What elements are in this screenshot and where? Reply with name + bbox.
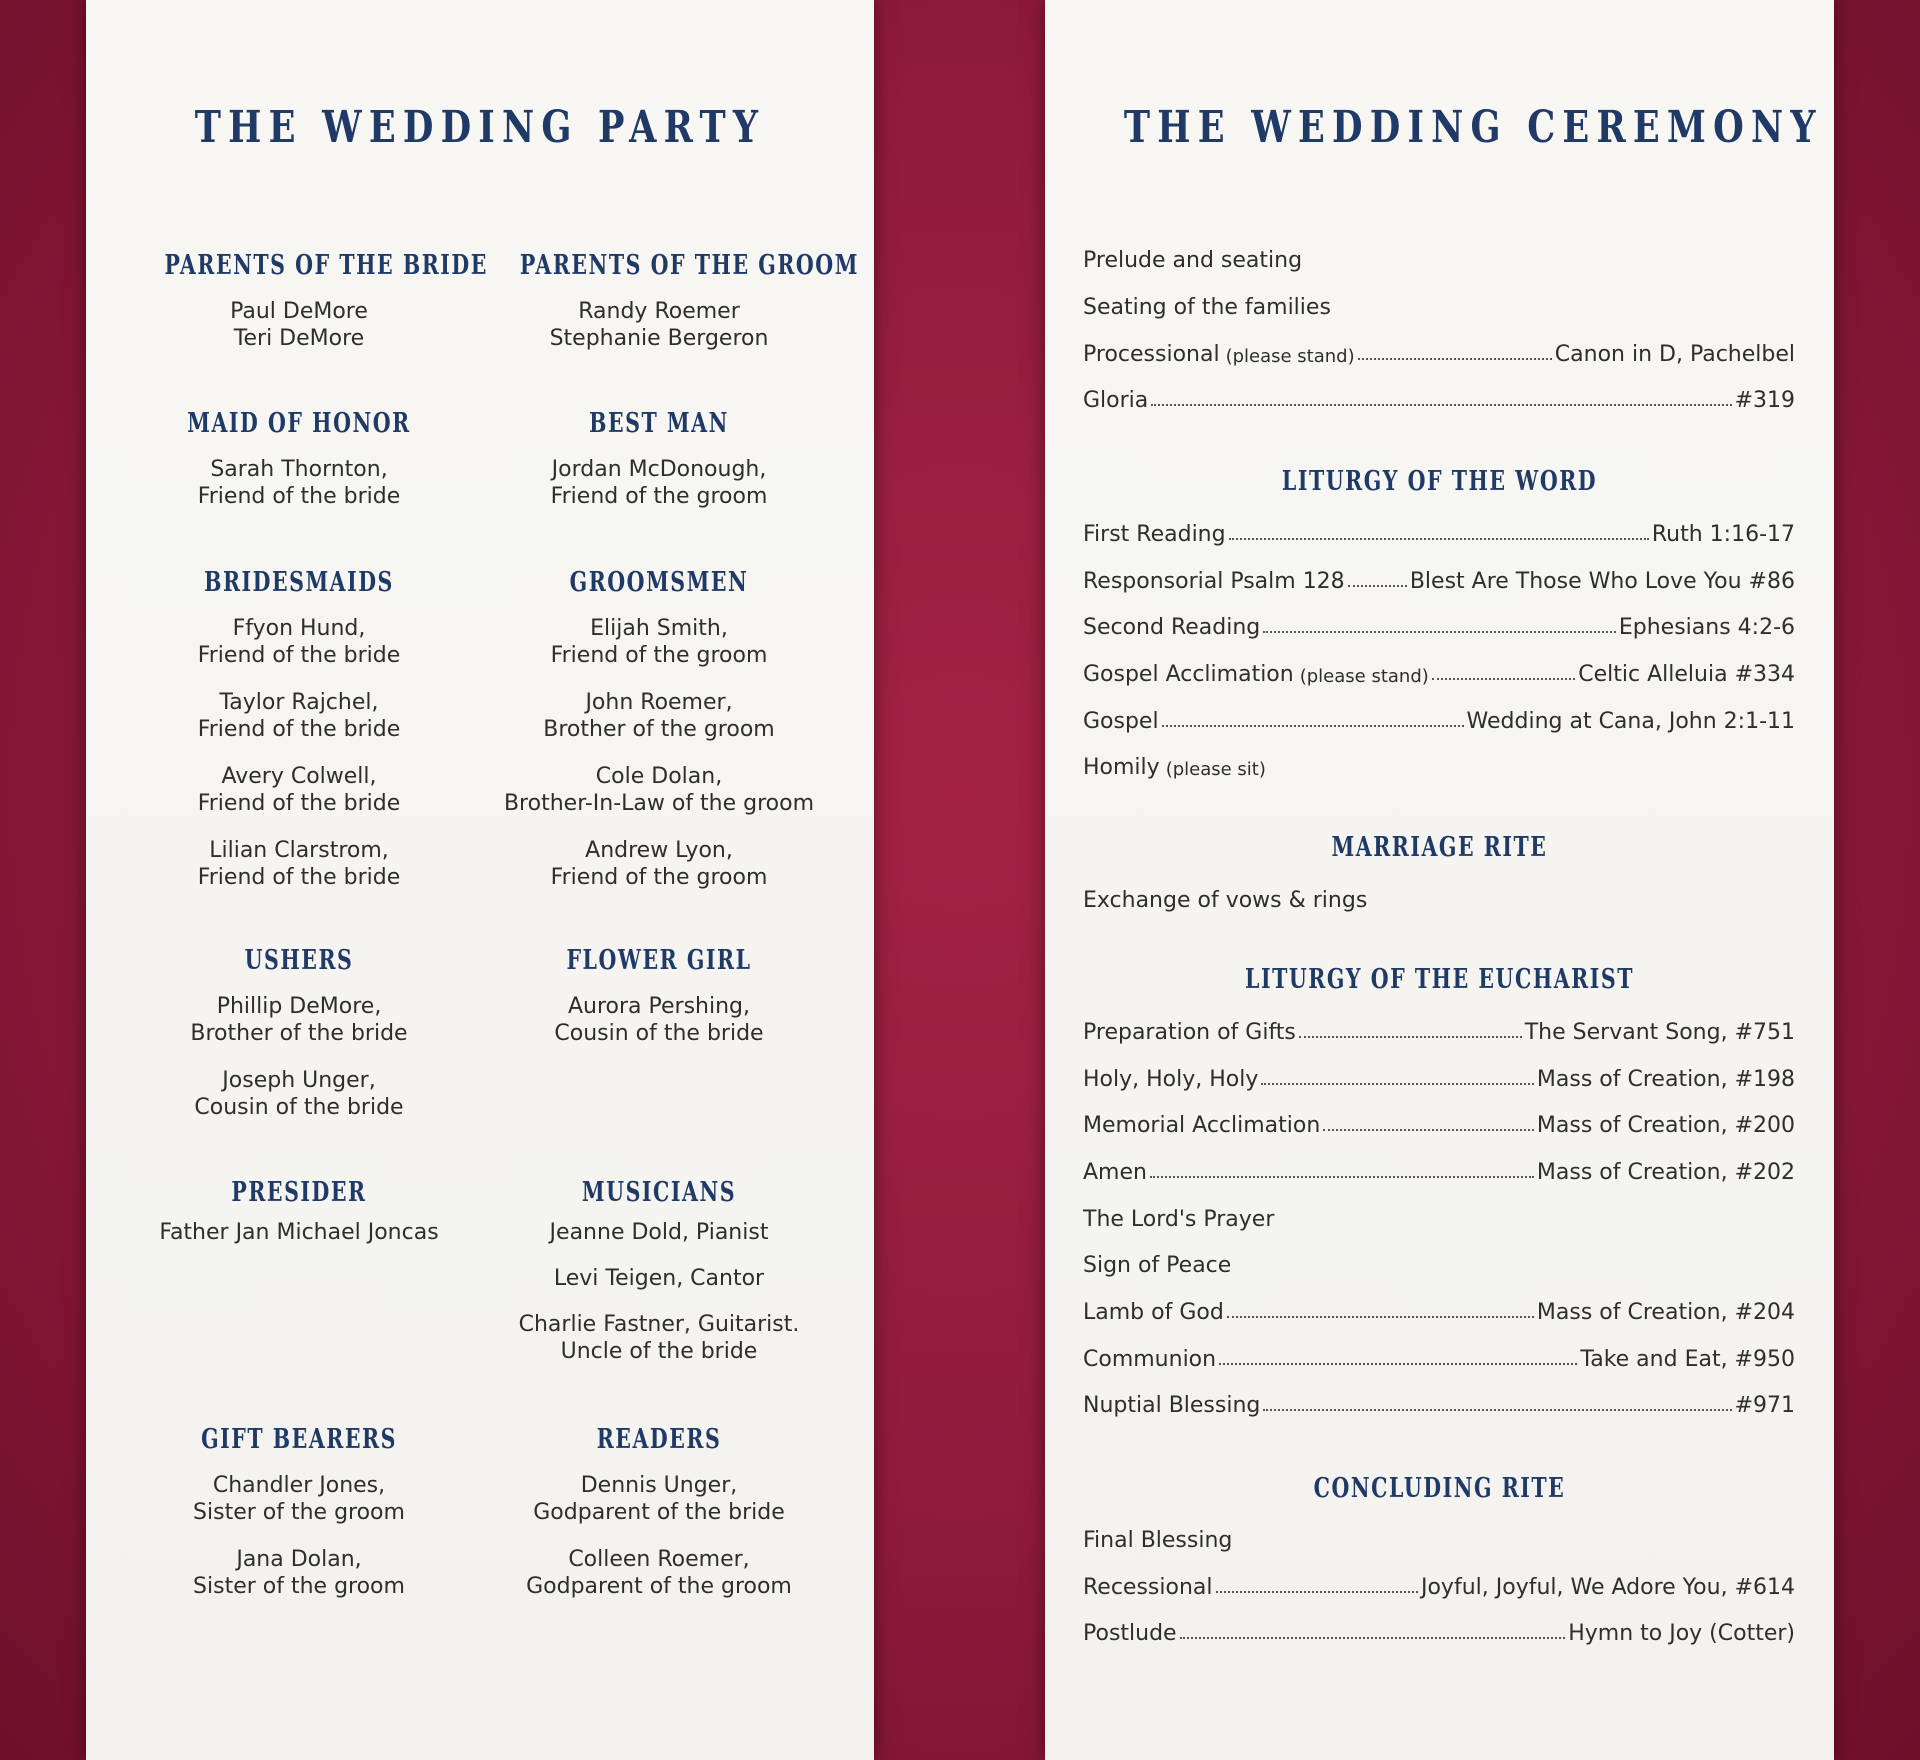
ceremony-item	[1083, 243, 1795, 273]
party-member	[476, 1219, 842, 1246]
member-name: Jordan McDonough,	[551, 457, 767, 482]
ceremony-item-label: Homily	[1083, 755, 1160, 780]
dot-leader	[1263, 631, 1616, 633]
party-section	[476, 945, 842, 1067]
party-member	[476, 993, 842, 1047]
party-section-heading: READERS	[596, 1424, 722, 1455]
ceremony-item-label: Gospel	[1083, 709, 1159, 734]
member-relation: Friend of the bride	[197, 643, 401, 668]
ceremony-item-music: Ruth 1:16-17	[1651, 522, 1795, 547]
party-member	[122, 615, 476, 669]
party-member	[122, 837, 476, 891]
ceremony-item-music: Canon in D, Pachelbel	[1554, 342, 1795, 367]
party-section	[122, 945, 476, 1141]
ceremony-item-music: #319	[1734, 388, 1795, 413]
member-name: Levi Teigen, Cantor	[553, 1266, 765, 1291]
member-relation: Teri DeMore	[233, 326, 365, 351]
party-member	[122, 689, 476, 743]
wedding-party-panel	[86, 0, 874, 1760]
party-section-heading: PARENTS OF THE GROOM	[519, 250, 859, 281]
dot-leader	[1299, 1036, 1522, 1038]
ceremony-item-label: Holy, Holy, Holy	[1083, 1067, 1259, 1092]
party-section	[122, 250, 488, 372]
ceremony-item	[1083, 1202, 1795, 1232]
ceremony-item	[1083, 704, 1795, 734]
ceremony-item-label: Memorial Acclimation	[1083, 1113, 1321, 1138]
ceremony-item	[1083, 1155, 1795, 1185]
ceremony-item	[1083, 290, 1795, 320]
ceremony-item-music: Mass of Creation, #204	[1536, 1300, 1795, 1325]
ceremony-item	[1083, 337, 1795, 367]
party-section	[122, 1177, 476, 1266]
ceremony-section-heading: CONCLUDING RITE	[1313, 1473, 1566, 1504]
ceremony-item	[1083, 1388, 1795, 1418]
ceremony-item-music: Blest Are Those Who Love You #86	[1409, 569, 1795, 594]
ceremony-item	[1083, 1108, 1795, 1138]
ceremony-item-label: Preparation of Gifts	[1083, 1020, 1296, 1045]
ceremony-item-music: The Servant Song, #751	[1524, 1020, 1795, 1045]
member-relation: Brother of the groom	[543, 717, 775, 742]
member-name: Chandler Jones,	[212, 1473, 386, 1498]
ceremony-item	[1083, 1062, 1795, 1092]
dot-leader	[1180, 1637, 1566, 1639]
ceremony-item-label: Recessional	[1083, 1575, 1213, 1600]
party-member	[122, 298, 476, 352]
member-name: Charlie Fastner, Guitarist.	[518, 1312, 800, 1337]
party-section-heading: FLOWER GIRL	[566, 945, 752, 976]
member-relation: Brother-In-Law of the groom	[503, 791, 815, 816]
member-name: Jana Dolan,	[236, 1547, 362, 1572]
member-name: John Roemer,	[585, 690, 733, 715]
ceremony-item-label: Processional	[1083, 342, 1220, 367]
party-section	[476, 408, 842, 530]
party-member	[476, 1546, 842, 1600]
member-name: Paul DeMore	[230, 299, 368, 324]
member-relation: Friend of the groom	[550, 865, 768, 890]
member-relation: Sister of the groom	[193, 1500, 405, 1525]
party-section-heading: GIFT BEARERS	[201, 1424, 397, 1455]
ceremony-section-heading: LITURGY OF THE WORD	[1281, 466, 1598, 497]
ceremony-item	[1083, 750, 1795, 780]
dot-leader	[1432, 678, 1576, 680]
party-section-heading: USHERS	[244, 945, 354, 976]
ceremony-item-label: Postlude	[1083, 1621, 1177, 1646]
member-name: Phillip DeMore,	[216, 994, 382, 1019]
dot-leader	[1150, 1176, 1534, 1178]
ceremony-item	[1083, 1523, 1795, 1553]
member-relation: Friend of the bride	[197, 791, 401, 816]
ceremony-item-label: Sign of Peace	[1083, 1253, 1232, 1278]
wedding-ceremony-panel	[1045, 0, 1834, 1760]
party-section	[476, 567, 842, 911]
dot-leader	[1151, 404, 1731, 406]
party-section	[122, 567, 476, 911]
party-section-heading: BRIDESMAIDS	[204, 567, 394, 598]
dot-leader	[1323, 1129, 1534, 1131]
member-relation: Cousin of the bride	[554, 1021, 764, 1046]
party-member	[476, 615, 842, 669]
ceremony-item-music: Wedding at Cana, John 2:1-11	[1466, 709, 1795, 734]
party-section	[122, 1424, 476, 1620]
ceremony-item-note: (please stand)	[1299, 666, 1429, 687]
member-name: Father Jan Michael Joncas	[159, 1220, 439, 1245]
party-section-heading: MUSICIANS	[581, 1177, 737, 1208]
ceremony-item-label: Exchange of vows & rings	[1083, 888, 1368, 913]
party-section-heading: PARENTS OF THE BRIDE	[164, 250, 488, 281]
party-section-heading: GROOMSMEN	[569, 567, 749, 598]
ceremony-item-label: Lamb of God	[1083, 1300, 1224, 1325]
ceremony-item	[1083, 383, 1795, 413]
ceremony-section-heading: MARRIAGE RITE	[1331, 832, 1548, 863]
party-member	[122, 1067, 476, 1121]
ceremony-item	[1083, 883, 1795, 913]
member-relation: Friend of the bride	[197, 865, 401, 890]
ceremony-item-music: #971	[1734, 1393, 1795, 1418]
member-name: Aurora Pershing,	[567, 994, 750, 1019]
dot-leader	[1263, 1409, 1731, 1411]
party-member	[476, 1472, 842, 1526]
member-name: Dennis Unger,	[580, 1473, 738, 1498]
member-relation: Stephanie Bergeron	[549, 326, 769, 351]
member-relation: Cousin of the bride	[194, 1095, 404, 1120]
dot-leader	[1229, 538, 1649, 540]
ceremony-item-music: Mass of Creation, #202	[1536, 1160, 1795, 1185]
wedding-party-title: THE WEDDING PARTY	[194, 102, 766, 153]
ceremony-item-music: Take and Eat, #950	[1580, 1347, 1795, 1372]
ceremony-item-label: Final Blessing	[1083, 1528, 1233, 1553]
ceremony-item-label: Prelude and seating	[1083, 248, 1303, 273]
member-name: Cole Dolan,	[595, 764, 723, 789]
dot-leader	[1358, 358, 1552, 360]
dot-leader	[1261, 1083, 1534, 1085]
party-section	[476, 250, 859, 372]
ceremony-item	[1083, 657, 1795, 687]
ceremony-item-label: Gloria	[1083, 388, 1149, 413]
party-member	[122, 1472, 476, 1526]
party-section-heading: PRESIDER	[231, 1177, 367, 1208]
ceremony-item-music: Ephesians 4:2-6	[1618, 615, 1795, 640]
party-member	[122, 456, 476, 510]
ceremony-item	[1083, 1342, 1795, 1372]
party-member	[122, 1546, 476, 1600]
member-relation: Friend of the bride	[197, 484, 401, 509]
ceremony-item	[1083, 1616, 1795, 1646]
ceremony-item-label: The Lord's Prayer	[1083, 1207, 1275, 1232]
member-name: Andrew Lyon,	[585, 838, 733, 863]
member-relation: Uncle of the bride	[560, 1339, 758, 1364]
ceremony-section-heading: LITURGY OF THE EUCHARIST	[1244, 964, 1634, 995]
party-section-heading: BEST MAN	[589, 408, 729, 439]
member-name: Randy Roemer	[578, 299, 740, 324]
ceremony-item	[1083, 1015, 1795, 1045]
member-relation: Friend of the bride	[197, 717, 401, 742]
dot-leader	[1219, 1363, 1577, 1365]
party-section	[476, 1424, 842, 1620]
party-member	[122, 993, 476, 1047]
member-name: Jeanne Dold, Pianist	[549, 1220, 769, 1245]
dot-leader	[1348, 585, 1407, 587]
member-name: Elijah Smith,	[590, 616, 728, 641]
party-member	[476, 1311, 842, 1365]
ceremony-item-label: Communion	[1083, 1347, 1217, 1372]
party-member	[476, 298, 842, 352]
ceremony-item-music: Mass of Creation, #200	[1536, 1113, 1795, 1138]
member-name: Sarah Thornton,	[210, 457, 388, 482]
ceremony-item	[1083, 517, 1795, 547]
ceremony-item	[1083, 1248, 1795, 1278]
ceremony-item	[1083, 1295, 1795, 1325]
wedding-ceremony-title: THE WEDDING CEREMONY	[1123, 102, 1823, 153]
ceremony-item-label: Second Reading	[1083, 615, 1261, 640]
member-name: Ffyon Hund,	[232, 616, 366, 641]
member-name: Avery Colwell,	[221, 764, 377, 789]
ceremony-item	[1083, 564, 1795, 594]
ceremony-item-label: First Reading	[1083, 522, 1226, 547]
member-relation: Friend of the groom	[550, 643, 768, 668]
ceremony-item-label: Seating of the families	[1083, 295, 1331, 320]
dot-leader	[1216, 1591, 1418, 1593]
member-name: Colleen Roemer,	[568, 1547, 750, 1572]
party-member	[476, 763, 842, 817]
party-section	[476, 1177, 842, 1384]
ceremony-item-music: Mass of Creation, #198	[1536, 1067, 1795, 1092]
party-member	[476, 689, 842, 743]
ceremony-item-note: (please stand)	[1225, 346, 1355, 367]
party-member	[476, 1265, 842, 1292]
dot-leader	[1162, 725, 1464, 727]
party-member	[122, 1219, 476, 1246]
ceremony-item	[1083, 1570, 1795, 1600]
ceremony-item-label: Responsorial Psalm 128	[1083, 569, 1345, 594]
ceremony-item-label: Amen	[1083, 1160, 1147, 1185]
party-member	[476, 456, 842, 510]
party-section-heading: MAID OF HONOR	[187, 408, 411, 439]
ceremony-item-note: (please sit)	[1165, 759, 1266, 780]
ceremony-item-label: Gospel Acclimation	[1083, 662, 1294, 687]
ceremony-item-label: Nuptial Blessing	[1083, 1393, 1261, 1418]
party-member	[476, 837, 842, 891]
party-member	[122, 763, 476, 817]
member-relation: Friend of the groom	[550, 484, 768, 509]
ceremony-item-music: Hymn to Joy (Cotter)	[1568, 1621, 1795, 1646]
member-relation: Sister of the groom	[193, 1574, 405, 1599]
member-relation: Godparent of the groom	[526, 1574, 792, 1599]
member-name: Taylor Rajchel,	[219, 690, 379, 715]
party-section	[122, 408, 476, 530]
ceremony-item-music: Joyful, Joyful, We Adore You, #614	[1420, 1575, 1795, 1600]
ceremony-item-music: Celtic Alleluia #334	[1578, 662, 1795, 687]
dot-leader	[1227, 1316, 1534, 1318]
member-relation: Brother of the bride	[190, 1021, 408, 1046]
ceremony-item	[1083, 610, 1795, 640]
member-name: Joseph Unger,	[222, 1068, 376, 1093]
member-relation: Godparent of the bride	[533, 1500, 785, 1525]
member-name: Lilian Clarstrom,	[209, 838, 389, 863]
